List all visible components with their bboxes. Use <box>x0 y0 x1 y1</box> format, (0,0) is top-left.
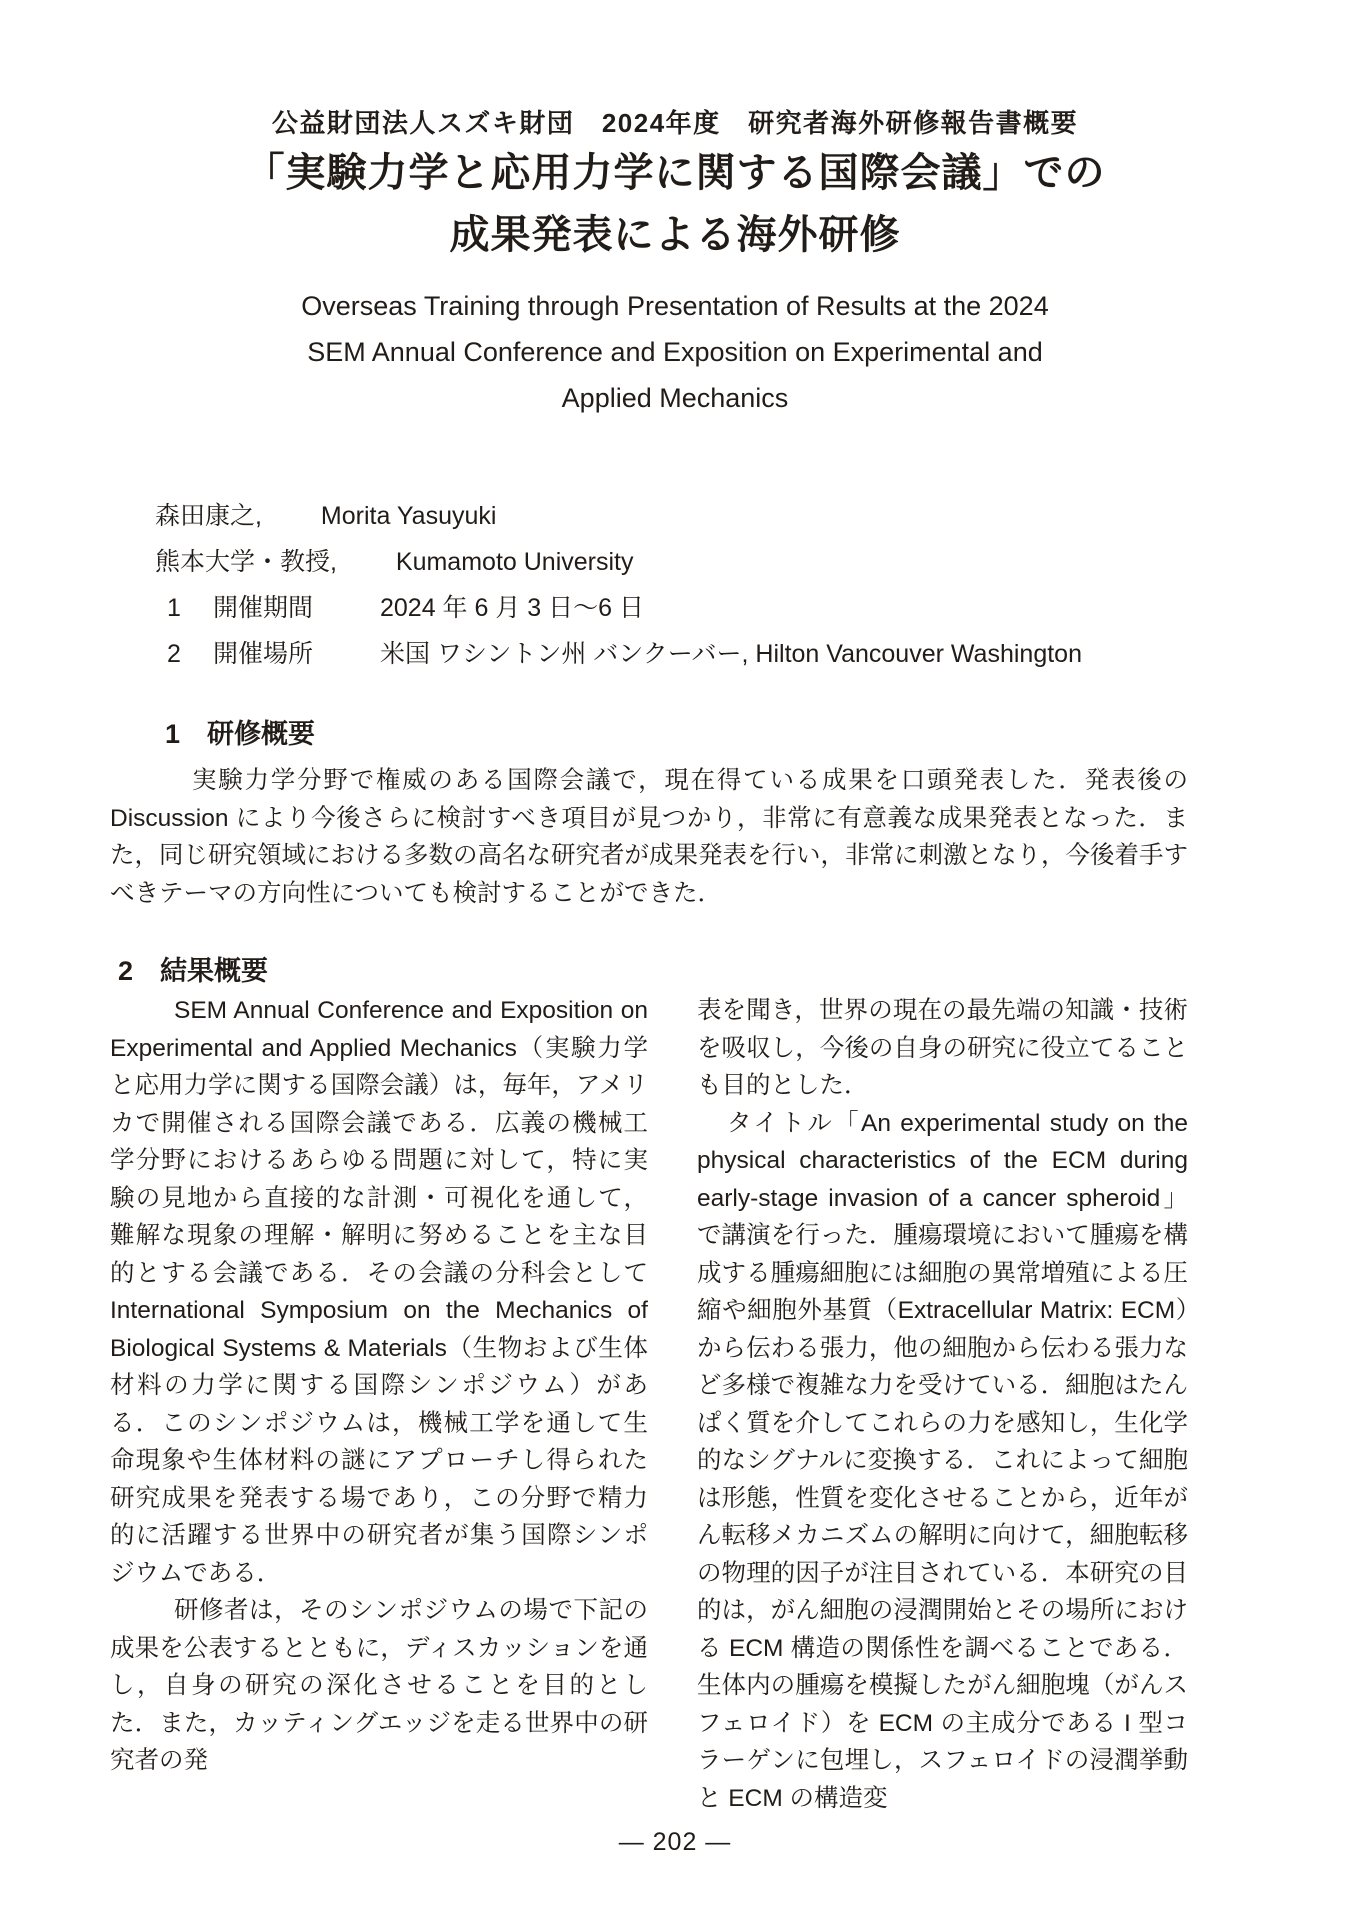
body-paragraph: 研修者は，そのシンポジウムの場で下記の成果を公表するとともに，ディスカッションを通し，自身の研究の深化させることを目的とした．また，カッティングエッジを走る世界中の研究者の発 <box>110 1597 648 1774</box>
author-name-english: Morita Yasuyuki <box>320 502 497 530</box>
meta-value: 米国 ワシントン州 バンクーバー, Hilton Vancouver Washington <box>380 640 1082 668</box>
title-japanese-line-2: 成果発表による海外研修 <box>449 213 901 257</box>
title-english-line-2: SEM Annual Conference and Exposition on Experimental and <box>307 337 1043 367</box>
title-english <box>0 283 1350 421</box>
meta-label: 開催期間 <box>213 594 314 622</box>
section-number: 2 <box>118 956 134 986</box>
meta-label: 開催場所 <box>213 640 314 668</box>
author-line <box>155 493 1195 539</box>
title-japanese <box>0 142 1350 266</box>
body-paragraph: 表を聞き，世界の現在の最先端の知識・技術を吸収し，今後の自身の研究に役立てることも目的とした． <box>697 997 1188 1099</box>
body-paragraph: SEM Annual Conference and Exposition on Experimental and Applied Mechanics（実験力学と応用力学に関する国際会議）は，毎年，アメリカで開催される国際会議である．広義の機械工学分野におけるあらゆる問題に対して，特に実験の見地から直接的な計測・可視化を通して，難解な現象の理解・解明に努めることを主な目的とする会議である．その会議の分科会として International Symposium on the Mechanics of Biological Systems & Materials（生物および生体材料の力学に関する国際シンポジウム）がある．このシンポジウムは，機械工学を通して生命現象や生体材料の謎にアプローチし得られた研究成果を発表する場であり，この分野で精力的に活躍する世界中の研究者が集う国際シンポジウムである． <box>110 997 648 1587</box>
page-number: — 202 — <box>618 1828 732 1856</box>
section-title: 研修概要 <box>207 719 316 749</box>
column-right <box>697 992 1188 1817</box>
meta-number: 1 <box>167 594 181 622</box>
meta-row-event-venue <box>155 631 1195 677</box>
affiliation-english: Kumamoto University <box>395 548 634 576</box>
document-header: 公益財団法人スズキ財団 2024年度 研究者海外研修報告書概要 <box>271 108 1079 138</box>
title-english-line-1: Overseas Training through Presentation of Results at the 2024 <box>301 291 1049 321</box>
section-number: 1 <box>165 719 181 749</box>
body-paragraph: タイトル「An experimental study on the physical characteristics of the ECM during early-stage invasion of a cancer spheroid」で講演を行った．腫瘍環境において腫瘍を構成する腫瘍細胞には細胞の異常増殖による圧縮や細胞外基質（Extracellular Matrix: ECM）から伝わる張力，他の細胞から伝わる張力など多様で複雑な力を受けている．細胞はたんぱく質を介してこれらの力を感知し，生化学的なシグナルに変換する．これによって細胞は形態，性質を変化させることから，近年がん転移メカニズムの解明に向けて，細胞転移の物理的因子が注目されている．本研究の目的は，がん細胞の浸潤開始とその場所における ECM 構造の関係性を調べることである．生体内の腫瘍を模擬したがん細胞塊（がんスフェロイド）を ECM の主成分である I 型コラーゲンに包埋し，スフェロイドの浸潤挙動と ECM の構造変 <box>697 1109 1188 1812</box>
section-heading-results-overview <box>118 949 268 988</box>
column-left <box>110 992 648 1817</box>
meta-value: 2024 年 6 月 3 日〜6 日 <box>380 594 645 622</box>
training-overview-paragraph: 実験力学分野で権威のある国際会議で，現在得ている成果を口頭発表した．発表後の Discussion により今後さらに検討すべき項目が見つかり，非常に有意義な成果発表となった．また，同じ研究領域における多数の高名な研究者が成果発表を行い，非常に刺激となり，今後着手すべきテーマの方向性についても検討することができた． <box>110 767 1188 907</box>
author-meta-block <box>155 493 1195 677</box>
section-heading-training-overview <box>165 712 315 751</box>
meta-number: 2 <box>167 640 181 668</box>
title-japanese-line-1: 「実験力学と応用力学に関する国際会議」での <box>244 151 1106 195</box>
two-column-body <box>110 992 1188 1817</box>
section-title: 結果概要 <box>160 956 269 986</box>
title-english-line-3: Applied Mechanics <box>561 383 789 413</box>
affiliation-line <box>155 539 1195 585</box>
author-name-japanese: 森田康之, <box>155 502 262 530</box>
meta-row-event-period <box>155 585 1195 631</box>
affiliation-japanese: 熊本大学・教授, <box>155 548 337 576</box>
